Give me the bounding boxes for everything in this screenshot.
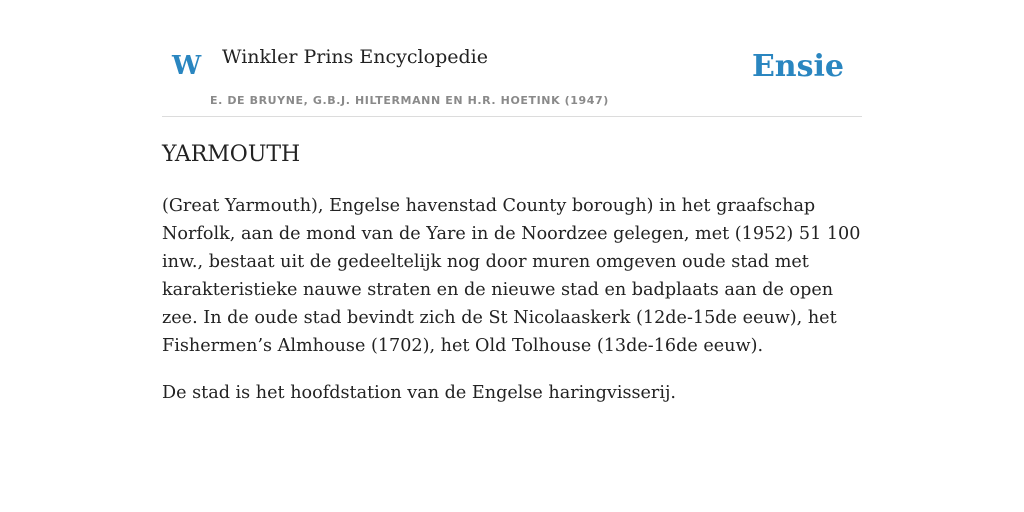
entry-paragraph: (Great Yarmouth), Engelse havenstad County borough) in het graafschap Norfolk, aan de mond van de Yare in de Noordzee gelegen, met (1952) 51 100 inw., bestaat uit de gedeeltelijk nog door muren omgeven oude stad met karakteristieke nauwe straten en de nieuwe stad en badplaats aan de open zee. In de oude stad bevindt zich de St Nicolaaskerk (12de-15de eeuw), het Fishermen’s Almhouse (1702), het Old Tolhouse (13de-16de eeuw).: [162, 196, 861, 356]
entry-body: [162, 192, 862, 426]
encyclopedia-logo-icon[interactable]: W: [172, 51, 202, 81]
book-title[interactable]: Winkler Prins Encyclopedie: [222, 46, 488, 68]
book-authors: E. DE BRUYNE, G.B.J. HILTERMANN EN H.R. HOETINK (1947): [210, 94, 609, 107]
ensie-logo-link[interactable]: Ensie: [751, 49, 844, 84]
page-container: [162, 0, 862, 403]
page-header: [162, 0, 862, 117]
entry-title: YARMOUTH: [162, 142, 301, 167]
entry-paragraph: De stad is het hoofdstation van de Engelse haringvisserij.: [162, 383, 676, 403]
